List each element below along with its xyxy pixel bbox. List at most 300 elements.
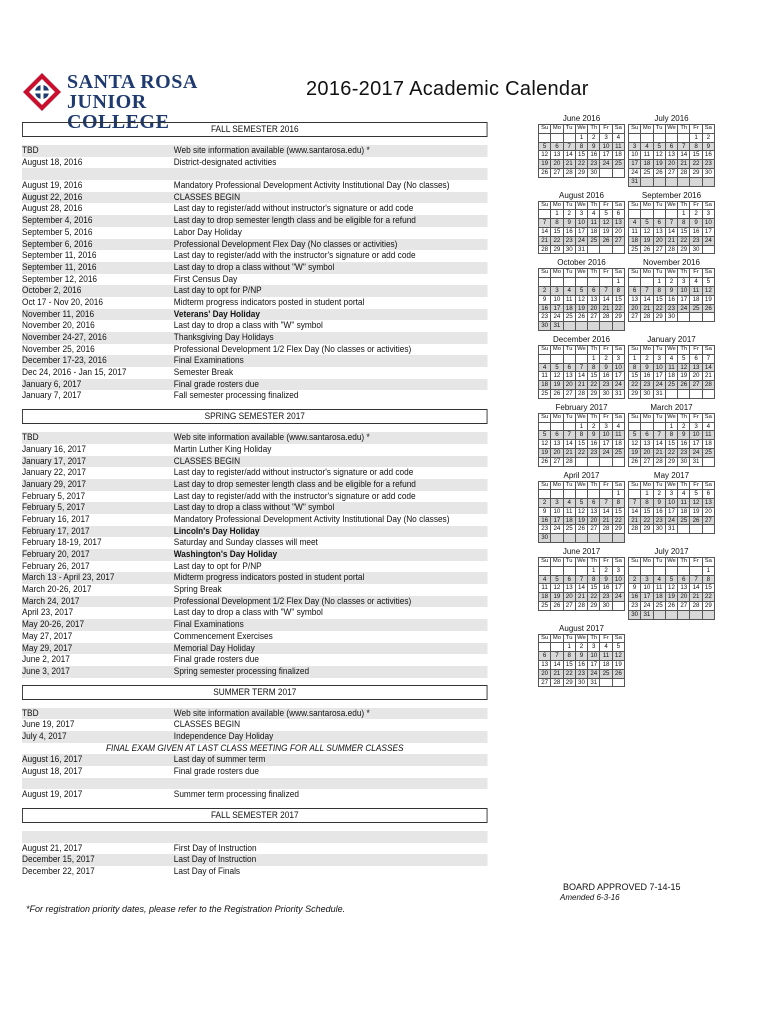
- calendar-day: 30: [629, 610, 641, 619]
- calendar-day: 11: [612, 142, 624, 151]
- calendar-day: 1: [588, 566, 600, 575]
- weekday-label: Sa: [612, 345, 624, 354]
- event-row: [22, 227, 488, 239]
- event-date: Dec 24, 2016 - Jan 15, 2017: [22, 367, 127, 378]
- calendar-day: [563, 133, 575, 142]
- calendar-day: 25: [678, 516, 690, 525]
- calendar-day: 7: [678, 142, 690, 151]
- calendar-day: 13: [563, 584, 575, 593]
- calendar-day: 24: [588, 669, 600, 678]
- calendar-day: 30: [539, 322, 551, 331]
- weekday-label: Mo: [551, 413, 563, 422]
- event-date: June 3, 2017: [22, 665, 70, 676]
- calendar-day: [629, 210, 641, 219]
- calendar-day: 8: [678, 219, 690, 228]
- calendar-day: 22: [678, 236, 690, 245]
- calendar-day: [588, 278, 600, 287]
- calendar-day: 5: [612, 643, 624, 652]
- calendar-day: 31: [575, 245, 587, 254]
- event-row: [22, 731, 488, 743]
- event-row: [22, 526, 488, 538]
- calendar-day: 28: [600, 525, 612, 534]
- month-title: July 2017: [654, 547, 689, 557]
- calendar-day: [653, 610, 665, 619]
- event-row: [22, 561, 488, 573]
- calendar-day: 8: [588, 575, 600, 584]
- event-description: [174, 831, 488, 843]
- calendar-day: 27: [641, 457, 653, 466]
- calendar-day: [612, 168, 624, 177]
- calendar-day: 27: [551, 168, 563, 177]
- weekday-label: Sa: [612, 125, 624, 134]
- calendar-day: [551, 422, 563, 431]
- calendar-day: 23: [539, 525, 551, 534]
- calendar-day: 15: [612, 507, 624, 516]
- weekday-label: Sa: [612, 558, 624, 567]
- calendar-day: 15: [575, 151, 587, 160]
- semester-section: [22, 122, 488, 405]
- calendar-day: 28: [690, 602, 702, 611]
- calendar-day: 12: [575, 507, 587, 516]
- calendar-day: 3: [665, 490, 677, 499]
- calendar-day: 5: [665, 575, 677, 584]
- calendar-day: [641, 133, 653, 142]
- calendar-day: 23: [641, 381, 653, 390]
- calendar-day: 25: [563, 525, 575, 534]
- calendar-day: [702, 313, 714, 322]
- event-row: FINAL EXAM GIVEN AT LAST CLASS MEETING FOR ALL SUMMER CLASSES: [22, 743, 488, 755]
- weekday-label: Tu: [563, 201, 575, 210]
- calendar-day: 4: [641, 142, 653, 151]
- calendar-day: 3: [588, 643, 600, 652]
- calendar-day: 17: [702, 227, 714, 236]
- calendar-day: 23: [600, 381, 612, 390]
- month-calendar: [538, 471, 625, 544]
- month-calendar: [628, 191, 715, 255]
- event-description: Last Day of Instruction: [173, 854, 257, 865]
- calendar-day: 14: [665, 227, 677, 236]
- calendar-day: 19: [600, 227, 612, 236]
- month-title: February 2017: [555, 402, 608, 412]
- event-date: [22, 778, 174, 790]
- event-row: [22, 549, 488, 561]
- weekday-label: We: [665, 558, 677, 567]
- calendar-day: 10: [653, 363, 665, 372]
- calendar-day: [588, 322, 600, 331]
- calendar-day: 11: [600, 652, 612, 661]
- calendar-day: [600, 534, 612, 543]
- calendar-day: 20: [539, 669, 551, 678]
- calendar-day: 16: [629, 593, 641, 602]
- calendar-day: 13: [629, 295, 641, 304]
- calendar-day: 10: [575, 219, 587, 228]
- calendar-day: 16: [539, 516, 551, 525]
- calendar-day: 10: [612, 363, 624, 372]
- calendar-day: 17: [600, 440, 612, 449]
- event-description: Final grade rosters due: [173, 654, 259, 665]
- calendar-day: [563, 354, 575, 363]
- weekday-label: Su: [629, 558, 641, 567]
- event-row: [22, 514, 488, 526]
- calendar-day: 11: [539, 584, 551, 593]
- calendar-day: 12: [539, 151, 551, 160]
- calendar-day: 9: [678, 431, 690, 440]
- calendar-day: 12: [678, 363, 690, 372]
- calendar-day: 15: [641, 507, 653, 516]
- weekday-label: Fr: [690, 345, 702, 354]
- calendar-day: 15: [588, 584, 600, 593]
- calendar-day: 28: [629, 525, 641, 534]
- calendar-day: 15: [629, 372, 641, 381]
- calendar-day: 12: [551, 372, 563, 381]
- calendar-day: 26: [678, 381, 690, 390]
- calendar-day: 5: [690, 490, 702, 499]
- calendar-day: 14: [600, 295, 612, 304]
- calendar-day: 27: [665, 168, 677, 177]
- calendar-day: [551, 566, 563, 575]
- calendar-day: 31: [690, 457, 702, 466]
- calendar-day: 9: [702, 142, 714, 151]
- calendar-day: 11: [612, 431, 624, 440]
- calendar-day: [539, 422, 551, 431]
- calendar-day: 20: [702, 507, 714, 516]
- calendar-day: 1: [641, 490, 653, 499]
- event-row: [22, 666, 488, 678]
- calendar-day: 13: [563, 372, 575, 381]
- calendar-day: 21: [575, 381, 587, 390]
- event-description: Final Examinations: [173, 355, 244, 366]
- event-description: Final grade rosters due: [173, 766, 259, 776]
- weekday-label: Sa: [702, 413, 714, 422]
- event-description: Last day to drop semester length class and be eligible for a refund: [173, 215, 416, 226]
- weekday-label: Su: [539, 413, 551, 422]
- month-title: August 2017: [559, 623, 604, 633]
- weekday-label: Sa: [702, 201, 714, 210]
- calendar-day: 14: [641, 295, 653, 304]
- semester-header: FALL SEMESTER 2016: [22, 122, 488, 137]
- calendar-day: 27: [563, 602, 575, 611]
- weekday-label: Tu: [563, 125, 575, 134]
- calendar-day: 1: [629, 354, 641, 363]
- calendar-day: 20: [563, 381, 575, 390]
- calendar-day: 12: [539, 440, 551, 449]
- weekday-label: We: [665, 125, 677, 134]
- event-row: [22, 168, 488, 180]
- weekday-label: Mo: [551, 345, 563, 354]
- calendar-day: [551, 490, 563, 499]
- calendar-day: [575, 354, 587, 363]
- weekday-label: Mo: [641, 413, 653, 422]
- calendar-day: 15: [665, 440, 677, 449]
- calendar-day: [641, 210, 653, 219]
- calendar-day: 1: [612, 490, 624, 499]
- weekday-label: Fr: [600, 413, 612, 422]
- weekday-label: Sa: [702, 558, 714, 567]
- calendar-day: 8: [702, 575, 714, 584]
- event-date: [22, 831, 174, 843]
- calendar-day: 7: [600, 499, 612, 508]
- calendar-day: 19: [690, 507, 702, 516]
- calendar-day: 7: [539, 219, 551, 228]
- weekday-label: We: [665, 481, 677, 490]
- calendar-day: 31: [612, 389, 624, 398]
- calendar-day: 9: [563, 219, 575, 228]
- calendar-day: 17: [612, 372, 624, 381]
- event-description: Labor Day Holiday: [173, 226, 242, 237]
- calendar-day: [690, 177, 702, 186]
- calendar-day: 3: [653, 354, 665, 363]
- event-description: Web site information available (www.santarosa.edu) *: [173, 145, 370, 155]
- calendar-day: 8: [612, 499, 624, 508]
- event-row: [22, 309, 488, 321]
- calendar-day: 18: [563, 516, 575, 525]
- calendar-day: 9: [539, 507, 551, 516]
- calendar-day: [702, 177, 714, 186]
- calendar-day: 1: [575, 133, 587, 142]
- event-date: [22, 168, 174, 180]
- calendar-day: 19: [641, 236, 653, 245]
- event-row: [22, 285, 488, 297]
- weekday-label: Mo: [551, 481, 563, 490]
- calendar-day: 11: [563, 295, 575, 304]
- event-description: Web site information available (www.santarosa.edu) *: [173, 707, 370, 718]
- calendar-day: 16: [600, 372, 612, 381]
- calendar-day: 20: [551, 448, 563, 457]
- calendar-day: 29: [629, 389, 641, 398]
- calendar-day: 2: [575, 643, 587, 652]
- calendar-day: 23: [539, 313, 551, 322]
- calendar-day: [641, 422, 653, 431]
- event-description: Last day to register/add without instructor's signature or add code: [173, 467, 414, 478]
- calendar-day: 11: [690, 286, 702, 295]
- calendar-day: 17: [551, 304, 563, 313]
- calendar-day: 29: [575, 168, 587, 177]
- calendar-day: 28: [665, 245, 677, 254]
- calendar-day: [678, 177, 690, 186]
- weekday-label: Sa: [702, 269, 714, 278]
- calendar-day: 9: [629, 584, 641, 593]
- calendar-day: 5: [702, 278, 714, 287]
- event-row: [22, 584, 488, 596]
- calendar-day: [653, 422, 665, 431]
- event-date: August 28, 2016: [22, 203, 83, 214]
- calendar-day: 20: [665, 160, 677, 169]
- calendar-day: 5: [600, 210, 612, 219]
- calendar-day: 27: [702, 516, 714, 525]
- calendar-day: 2: [600, 354, 612, 363]
- weekday-label: Su: [539, 558, 551, 567]
- calendar-day: 29: [588, 389, 600, 398]
- calendar-day: 21: [702, 372, 714, 381]
- weekday-label: Tu: [653, 413, 665, 422]
- calendar-day: 21: [563, 160, 575, 169]
- month-calendar: [628, 258, 715, 331]
- calendar-day: 12: [600, 219, 612, 228]
- event-date: March 20-26, 2017: [22, 584, 92, 595]
- calendar-day: 23: [600, 593, 612, 602]
- calendar-day: 16: [588, 151, 600, 160]
- calendar-day: 4: [690, 278, 702, 287]
- calendar-day: 11: [629, 227, 641, 236]
- event-date: September 6, 2016: [22, 238, 93, 249]
- weekday-label: Fr: [600, 269, 612, 278]
- calendar-day: 23: [629, 602, 641, 611]
- event-date: March 24, 2017: [22, 595, 80, 606]
- calendar-day: 3: [551, 499, 563, 508]
- weekday-label: Fr: [690, 201, 702, 210]
- weekday-label: Sa: [612, 201, 624, 210]
- event-row: [22, 866, 488, 878]
- month-title: June 2017: [562, 547, 601, 557]
- calendar-day: 1: [563, 643, 575, 652]
- calendar-day: 17: [612, 584, 624, 593]
- event-row: [22, 203, 488, 215]
- weekday-label: Su: [539, 634, 551, 643]
- calendar-day: 9: [575, 652, 587, 661]
- calendar-day: 29: [641, 525, 653, 534]
- calendar-day: 15: [575, 440, 587, 449]
- calendar-day: 9: [539, 295, 551, 304]
- month-title: June 2016: [562, 114, 601, 123]
- calendar-day: 2: [690, 210, 702, 219]
- weekday-label: Th: [678, 125, 690, 134]
- event-row: [22, 631, 488, 643]
- calendar-day: 26: [575, 313, 587, 322]
- calendar-day: 26: [575, 525, 587, 534]
- event-description: Commencement Exercises: [173, 630, 273, 641]
- calendar-day: 19: [575, 516, 587, 525]
- calendar-day: 2: [563, 210, 575, 219]
- calendar-day: [588, 457, 600, 466]
- calendar-day: [575, 490, 587, 499]
- event-row: [22, 262, 488, 274]
- event-date: February 26, 2017: [22, 560, 90, 571]
- weekday-label: Tu: [653, 481, 665, 490]
- calendar-day: 23: [653, 516, 665, 525]
- weekday-label: Tu: [653, 201, 665, 210]
- weekday-label: Th: [588, 201, 600, 210]
- calendar-day: 14: [690, 584, 702, 593]
- calendar-day: 7: [629, 499, 641, 508]
- event-row: [22, 180, 488, 192]
- calendar-day: 11: [539, 372, 551, 381]
- calendar-day: 16: [702, 151, 714, 160]
- calendar-day: 2: [539, 286, 551, 295]
- calendar-day: 10: [600, 431, 612, 440]
- calendar-day: 28: [539, 245, 551, 254]
- calendar-day: [575, 534, 587, 543]
- calendar-day: 15: [612, 295, 624, 304]
- weekday-label: Fr: [600, 201, 612, 210]
- calendar-day: [678, 133, 690, 142]
- event-date: December 17-23, 2016: [22, 355, 107, 366]
- calendar-day: 1: [678, 210, 690, 219]
- college-logo: [22, 70, 237, 133]
- calendar-day: 28: [678, 168, 690, 177]
- calendar-day: 20: [690, 372, 702, 381]
- event-date: September 11, 2016: [22, 261, 97, 272]
- calendar-day: 3: [612, 354, 624, 363]
- calendar-day: 19: [539, 448, 551, 457]
- calendar-day: 10: [690, 431, 702, 440]
- event-date: August 16, 2017: [22, 754, 83, 765]
- calendar-day: [539, 643, 551, 652]
- calendar-day: 14: [678, 151, 690, 160]
- calendar-day: 19: [539, 160, 551, 169]
- calendar-day: 24: [612, 381, 624, 390]
- calendar-day: 2: [678, 422, 690, 431]
- weekday-label: Th: [678, 481, 690, 490]
- event-date: August 19, 2017: [22, 789, 83, 800]
- weekday-label: We: [575, 481, 587, 490]
- calendar-day: 14: [539, 227, 551, 236]
- calendar-day: 26: [641, 245, 653, 254]
- calendar-day: [612, 322, 624, 331]
- weekday-label: Fr: [600, 634, 612, 643]
- calendar-day: 20: [678, 593, 690, 602]
- calendar-day: 19: [612, 661, 624, 670]
- month-title: August 2016: [559, 190, 604, 200]
- calendar-day: 18: [612, 151, 624, 160]
- weekday-label: We: [575, 413, 587, 422]
- calendar-day: 20: [641, 448, 653, 457]
- calendar-day: [612, 678, 624, 687]
- calendar-day: 2: [653, 490, 665, 499]
- calendar-day: 24: [702, 236, 714, 245]
- event-description: Last day to drop a class without "W" symbol: [173, 502, 335, 513]
- calendar-day: 3: [690, 422, 702, 431]
- calendar-day: 6: [665, 142, 677, 151]
- calendar-day: 27: [563, 389, 575, 398]
- calendar-day: 10: [641, 584, 653, 593]
- weekday-label: Mo: [551, 558, 563, 567]
- weekday-label: We: [665, 345, 677, 354]
- month-calendar: [628, 471, 715, 544]
- calendar-day: 14: [653, 440, 665, 449]
- calendar-day: 10: [629, 151, 641, 160]
- weekday-label: Fr: [690, 558, 702, 567]
- calendar-day: 22: [702, 593, 714, 602]
- weekday-label: Fr: [690, 481, 702, 490]
- calendar-day: 25: [702, 448, 714, 457]
- weekday-label: We: [665, 269, 677, 278]
- calendar-day: 5: [678, 354, 690, 363]
- event-description: [174, 168, 488, 180]
- calendar-day: [629, 566, 641, 575]
- calendar-day: [641, 278, 653, 287]
- calendar-day: 30: [588, 168, 600, 177]
- calendar-day: 13: [551, 151, 563, 160]
- calendar-day: 21: [653, 448, 665, 457]
- month-calendar: [538, 547, 625, 620]
- month-calendar: [628, 547, 715, 620]
- calendar-day: [588, 490, 600, 499]
- weekday-label: Sa: [612, 413, 624, 422]
- event-row: [22, 854, 488, 866]
- calendar-day: [653, 566, 665, 575]
- event-description: Professional Development 1/2 Flex Day (No classes or activities): [173, 595, 412, 606]
- calendar-day: 17: [690, 440, 702, 449]
- calendar-day: 27: [690, 381, 702, 390]
- event-row: [22, 843, 488, 855]
- calendar-day: 20: [612, 227, 624, 236]
- calendar-day: [641, 177, 653, 186]
- calendar-day: 5: [539, 431, 551, 440]
- event-description: Summer term processing finalized: [173, 789, 299, 800]
- event-date: May 27, 2017: [22, 630, 73, 641]
- event-description: Memorial Day Holiday: [173, 642, 255, 653]
- event-date: January 6, 2017: [22, 378, 82, 389]
